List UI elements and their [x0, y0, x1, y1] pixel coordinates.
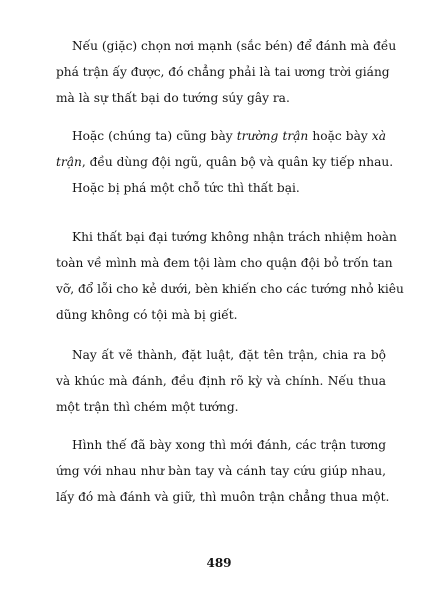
paragraph-line: dũng không có tội mà bị giết.: [56, 308, 238, 322]
paragraph-line: [56, 123, 386, 149]
paragraph-line: Hình thế đã bày xong thì mới đánh, các trận tương: [72, 438, 386, 452]
page-number: 489: [206, 556, 232, 570]
paragraph-line: lấy đó mà đánh và giữ, thì muôn trận chẳng thua một.: [56, 490, 390, 504]
paragraph-line: Nay ất vẽ thành, đặt luật, đặt tên trận, chia ra bộ: [72, 348, 386, 362]
paragraph-4: [56, 342, 386, 420]
paragraph-1: [56, 33, 397, 111]
paragraph-line: và khúc mà đánh, đều định rõ kỳ và chính. Nếu thua: [56, 374, 386, 388]
paragraph-line: [56, 149, 394, 175]
text-run: hoặc bày: [308, 129, 372, 143]
italic-term: trường trận: [236, 129, 309, 143]
paragraph-2: [56, 123, 394, 201]
italic-term: xà: [371, 129, 386, 143]
paragraph-line: phá trận ấy được, đó chẳng phải là tai ương trời giáng: [56, 65, 390, 79]
paragraph-line: ứng với nhau như bàn tay và cánh tay cứu giúp nhau,: [56, 464, 386, 478]
paragraph-3: [56, 224, 404, 328]
paragraph-line: Hoặc bị phá một chỗ tức thì thất bại.: [72, 181, 300, 195]
paragraph-line: một trận thì chém một tướng.: [56, 400, 239, 414]
paragraph-line: toàn về mình mà đem tội làm cho quận đội bỏ trốn tan: [56, 256, 393, 270]
italic-term: trận: [56, 155, 82, 169]
paragraph-line: Nếu (giặc) chọn nơi mạnh (sắc bén) để đánh mà đều: [72, 39, 397, 53]
text-run: , đều dùng đội ngũ, quân bộ và quân ky tiếp nhau.: [81, 155, 394, 169]
paragraph-line: mà là sự thất bại do tướng súy gây ra.: [56, 91, 290, 105]
paragraph-line: Khi thất bại đại tướng không nhận trách nhiệm hoàn: [72, 230, 397, 244]
paragraph-line: vỡ, đổ lỗi cho kẻ dưới, bèn khiến cho các tướng nhỏ kiêu: [56, 282, 404, 296]
paragraph-5: [56, 432, 390, 510]
text-run: Hoặc (chúng ta) cũng bày: [72, 129, 237, 143]
